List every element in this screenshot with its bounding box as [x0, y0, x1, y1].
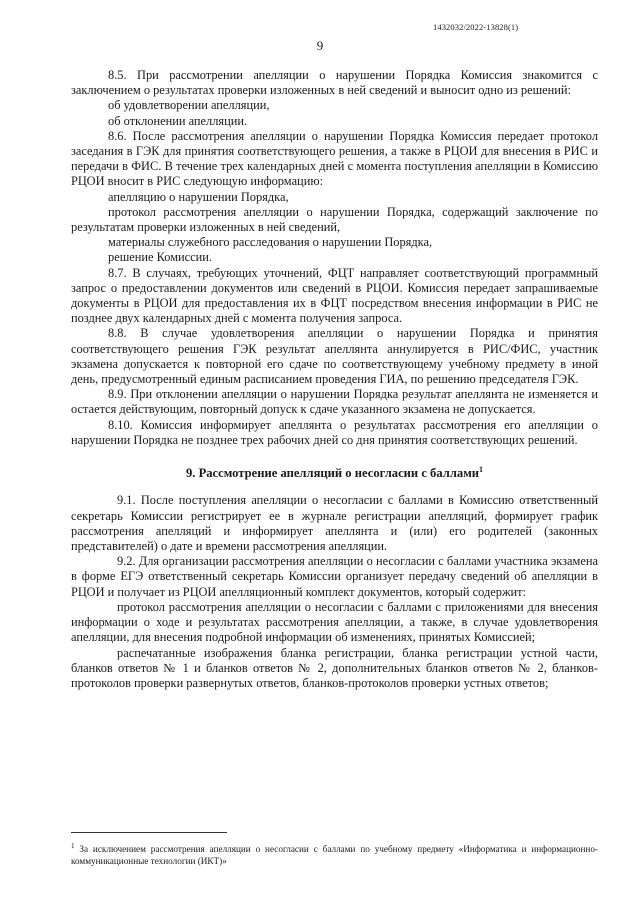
paragraph-8-6: 8.6. После рассмотрения апелляции о нарушении Порядка Комиссия передает протокол заседания в ГЭК для принятия соответствующего решения, а также в РЦОИ для внесения в РИС и передачи в ФИС. В течение трех календарных дней с момента поступления апелляции в Комиссию РЦОИ вносит в РИС следующую информацию: [71, 128, 598, 189]
page-number: 9 [316, 38, 324, 53]
list-item: протокол рассмотрения апелляции о нарушении Порядка, содержащий заключение по результатам проверки изложенных в ней сведений, [71, 204, 598, 235]
paragraph-8-10: 8.10. Комиссия информирует апеллянта о результатах рассмотрения его апелляции о нарушении Порядка не позднее трех рабочих дней со дня принятия соответствующих решений. [71, 417, 598, 447]
footnote-mark[interactable]: 1 [479, 465, 484, 475]
list-item: апелляцию о нарушении Порядка, [108, 189, 289, 204]
list-item: распечатанные изображения бланка регистрации, бланка регистрации устной части, бланков ответов № 1 и бланков ответов № 2, дополнительных бланков ответов № 2, бланков-протоколов проверки развернутых ответов, бланков-протоколов проверки устных ответов; [71, 645, 598, 690]
list-item: об отклонении апелляции. [108, 113, 248, 128]
section-heading [71, 462, 598, 481]
list-item: протокол рассмотрения апелляции о несогласии с баллами с приложениями для внесения информации о ходе и результатах рассмотрения апелляции, а также, в случае удовлетворения апелляции, для внесения подробной информации об изменениях, принятых Комиссией; [71, 599, 598, 645]
paragraph-8-7: 8.7. В случаях, требующих уточнений, ФЦТ направляет соответствующий программный запрос о предоставлении документов или сведений в РЦОИ. Комиссия передает запрашиваемые документы в РЦОИ для предоставления их в ФЦТ посредством внесения информации в РИС не позднее двух календарных дней с момента получения запроса. [71, 265, 598, 326]
section-title: 9. Рассмотрение апелляций о несогласии с баллами [185, 466, 480, 481]
footnote [71, 840, 598, 867]
paragraph-9-2: 9.2. Для организации рассмотрения апелляции о несогласии с баллами участника экзамена в форме ЕГЭ ответственный секретарь Комиссии организует передачу сведений об апелляции в РЦОИ и получает из РЦОИ апелляционный комплект документов, который содержит: [71, 554, 598, 599]
paragraph-8-8: 8.8. В случае удовлетворения апелляции о нарушении Порядка и принятия соответствующего решения ГЭК результат апеллянта аннулируется в РИС/ФИС, участник экзамена допускается к повторной его сдаче по соответствующему учебному предмету в иной день, предусмотренный единым расписанием проведения ГИА, по решению председателя ГЭК. [71, 326, 598, 387]
document-body [71, 68, 598, 691]
document-id: 1432032/2022-13828(1) [433, 22, 519, 32]
footnote-text: За исключением рассмотрения апелляции о несогласии с баллами по учебному предмету «Информатика и информационно-коммуникационные технологии (ИКТ)» [71, 844, 598, 867]
list-item: материалы служебного расследования о нарушении Порядка, [108, 235, 433, 250]
paragraph-8-9: 8.9. При отклонении апелляции о нарушении Порядка результат апеллянта не изменяется и остается действующим, повторный допуск к сдаче указанного экзамена не допускается. [71, 387, 598, 417]
paragraph-9-1: 9.1. После поступления апелляции о несогласии с баллами в Комиссию ответственный секретарь Комиссии регистрирует ее в журнале регистрации апелляций, формирует график рассмотрения апелляций и информирует апеллянта и (или) его родителей (законных представителей) о дате и времени рассмотрения апелляции. [71, 493, 598, 554]
list-item: об удовлетворении апелляции, [108, 98, 270, 113]
paragraph-8-5: 8.5. При рассмотрении апелляции о нарушении Порядка Комиссия знакомится с заключением о результатах проверки изложенных в ней сведений и выносит одно из решений: [71, 68, 598, 98]
list-item: решение Комиссии. [108, 250, 213, 265]
footnote-number: 1 [71, 842, 75, 850]
footnote-divider [71, 832, 227, 833]
